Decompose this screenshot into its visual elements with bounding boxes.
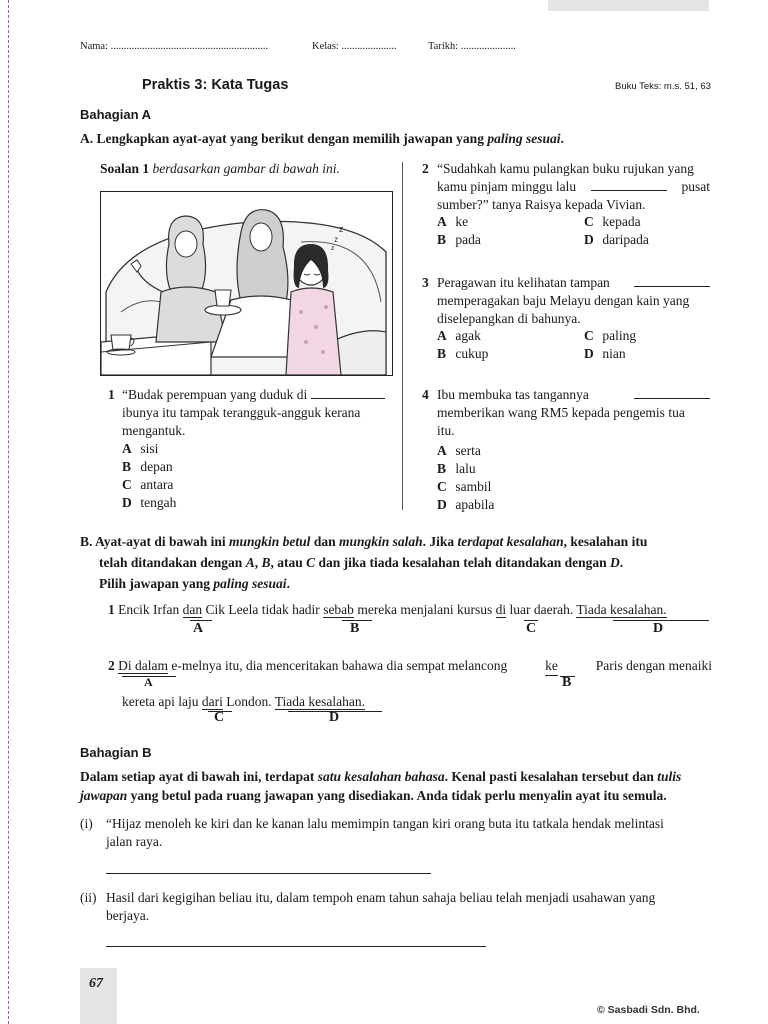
answer-blank [591, 178, 667, 191]
copyright-notice: © Sasbadi Sdn. Bhd. [597, 1004, 700, 1016]
option-b[interactable]: B pada [437, 232, 481, 247]
option-b[interactable]: B cukup [437, 346, 489, 361]
item-text: berjaya. [106, 908, 150, 923]
item-text: jalan raya. [106, 834, 163, 849]
question-text: sumber?” tanya Raisya kepada Vivian. [437, 197, 646, 212]
nama-field: Nama: ............................................................ [80, 41, 269, 52]
question-number: 2 [108, 658, 115, 673]
choice-letter-d[interactable]: D [653, 621, 664, 636]
section-a-instruction [80, 131, 564, 147]
question-text: diselepangkan di bahunya. [437, 311, 581, 326]
section-b-item-1 [80, 815, 712, 851]
question-text: ibunya itu tampak terangguk-angguk kerana [122, 405, 361, 420]
question-text: pusat [681, 179, 710, 194]
question-a4 [422, 386, 710, 440]
option-d[interactable]: D nian [584, 346, 626, 361]
underlined-c: dari [201, 694, 223, 709]
option-c[interactable]: C antara [122, 477, 174, 492]
section-b-heading: Bahagian B [80, 745, 152, 760]
textbook-reference: Buku Teks: m.s. 51, 63 [615, 81, 711, 92]
choice-letter-d[interactable]: D [329, 710, 340, 725]
question-a2-options [437, 213, 697, 249]
page-number: 67 [89, 976, 103, 991]
choice-letter-a[interactable]: A [144, 675, 153, 689]
page-title: Praktis 3: Kata Tugas [142, 77, 289, 93]
option-d[interactable]: D tengah [122, 495, 177, 510]
question-text: Peragawan itu kelihatan tampan [437, 275, 610, 290]
answer-line-2[interactable] [106, 946, 486, 947]
cut-line [8, 0, 9, 1024]
part-b-instruction: B. Ayat-ayat di bawah ini mungkin betul dan mungkin salah. Jika terdapat kesalahan, kesalahan itu telah ditandakan dengan A, B, atau C dan jika tiada kesalahan telah ditandakan dengan D. Pilih jawapan yang paling sesuai. [80, 534, 648, 591]
choice-letter-c[interactable]: C [214, 710, 225, 725]
question-b2-line2: kereta api laju dari London. Tiada kesalahan. [122, 694, 365, 709]
question-a1-options [122, 440, 176, 512]
top-tab-bar [548, 0, 709, 11]
question-text: memberikan wang RM5 kepada pengemis tua [437, 405, 685, 420]
answer-blank [634, 274, 710, 287]
question-a2 [422, 160, 710, 214]
option-b[interactable]: B lalu [437, 461, 476, 476]
svg-text:z: z [331, 245, 335, 252]
answer-blank [634, 386, 710, 399]
soalan1-note: berdasarkan gambar di bawah ini. [152, 161, 340, 176]
option-c[interactable]: C paling [584, 328, 637, 343]
question-number: 1 [108, 602, 115, 617]
family-sofa-illustration [101, 192, 392, 375]
option-a[interactable]: A sisi [122, 441, 159, 456]
option-a[interactable]: A agak [437, 328, 481, 343]
question-b1: 1 Encik Irfan dan Cik Leela tidak hadir sebab mereka menjalani kursus di luar daerah. Tiada kesalahan. [108, 602, 667, 617]
item-number: (i) [80, 816, 93, 831]
choice-letter-a[interactable]: A [193, 621, 204, 636]
item-text: “Hijaz menoleh ke kiri dan ke kanan lalu memimpin tangan kiri orang buta itu tatkala hendak melintasi [106, 816, 664, 831]
instruction-text: A. Lengkapkan ayat-ayat yang berikut dengan memilih jawapan yang [80, 131, 484, 146]
question-a1 [108, 386, 392, 440]
section-b-instruction: Dalam setiap ayat di bawah ini, terdapat satu kesalahan bahasa. Kenal pasti kesalahan tersebut dan tulis jawapan yang betul pada ruang jawapan yang disediakan. Anda tidak perlu menyalin ayat itu semula. [80, 769, 682, 803]
question-text: memperagakan baju Melayu dengan kain yang [437, 293, 690, 308]
question-number: 4 [422, 387, 429, 402]
choice-letter-c[interactable]: C [526, 621, 537, 636]
answer-line-1[interactable] [106, 873, 431, 874]
question-text: “Sudahkah kamu pulangkan buku rujukan yang [437, 161, 694, 176]
answer-blank [311, 386, 385, 399]
kelas-field: Kelas: ..................... [312, 41, 397, 52]
question-text: itu. [437, 423, 455, 438]
section-b-item-2 [80, 889, 712, 925]
item-text: Hasil dari kegigihan beliau itu, dalam tempoh enam tahun sahaja beliau telah menjadi usahawan yang [106, 890, 656, 905]
underlined-a: Di dalam [118, 658, 168, 673]
underlined-c: di [495, 602, 507, 617]
underlined-b: ke [545, 657, 558, 676]
instruction-emphasis: paling sesuai [487, 131, 561, 146]
question-illustration [100, 191, 393, 376]
underlined-b: sebab [323, 602, 354, 617]
item-number: (ii) [80, 890, 97, 905]
svg-text:z: z [339, 224, 344, 234]
option-c[interactable]: C sambil [437, 479, 492, 494]
section-a-heading: Bahagian A [80, 107, 152, 122]
underlined-a: dan [182, 602, 203, 617]
question-text: Ibu membuka tas tangannya [437, 387, 589, 402]
option-b[interactable]: B depan [122, 459, 173, 474]
option-d[interactable]: D apabila [437, 497, 495, 512]
option-d[interactable]: D daripada [584, 232, 649, 247]
question-a3 [422, 274, 710, 328]
option-a[interactable]: A serta [437, 443, 481, 458]
question-number: 1 [108, 387, 115, 402]
choice-letter-b[interactable]: B [562, 675, 572, 690]
underlined-d: Tiada kesalahan. [576, 602, 667, 617]
choice-letter-b[interactable]: B [350, 621, 360, 636]
option-a[interactable]: A ke [437, 214, 469, 229]
column-divider [402, 162, 403, 510]
instruction-end: . [560, 131, 564, 146]
question-number: 3 [422, 275, 429, 290]
option-c[interactable]: C kepada [584, 214, 641, 229]
question-text: kamu pinjam minggu lalu [437, 179, 577, 194]
question-number: 2 [422, 161, 429, 176]
soalan1-intro [100, 160, 340, 178]
question-text: mengantuk. [122, 423, 186, 438]
question-b2: 2 Di dalam e-melnya itu, dia menceritakan bahawa dia sempat melancong ke Paris dengan menaiki [108, 657, 712, 676]
question-text: “Budak perempuan yang duduk di [122, 387, 308, 402]
question-a4-options [437, 442, 494, 514]
question-a3-options [437, 327, 697, 363]
svg-text:z: z [334, 235, 338, 244]
underlined-d: Tiada kesalahan. [274, 694, 365, 709]
soalan1-label: Soalan 1 [100, 161, 150, 176]
tarikh-field: Tarikh: ..................... [428, 41, 516, 52]
